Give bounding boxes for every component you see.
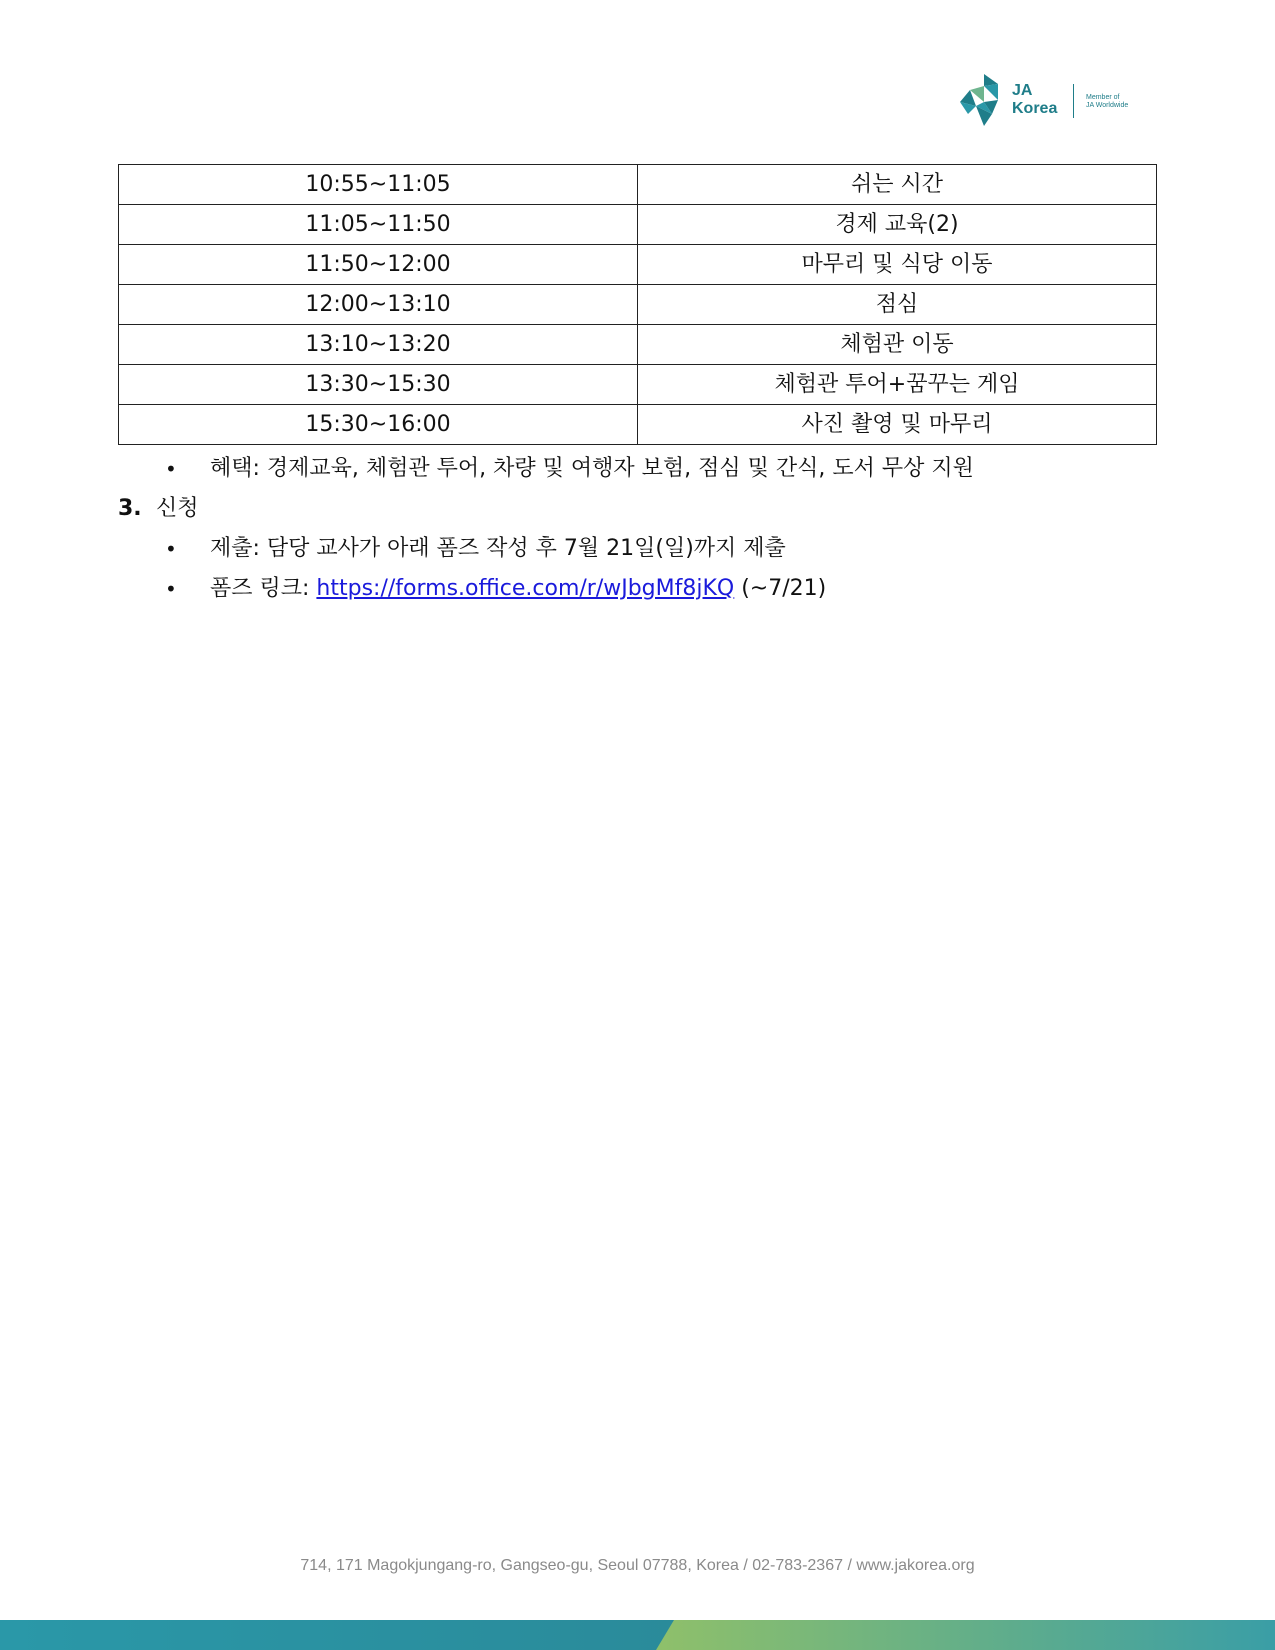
form-link-item: [118, 569, 1168, 609]
table-row: [119, 165, 1157, 205]
table-row: [119, 365, 1157, 405]
time-cell: 10:55~11:05: [119, 165, 638, 205]
form-link-line: [210, 569, 826, 609]
logo-divider: [1073, 84, 1074, 118]
time-cell: 15:30~16:00: [119, 405, 638, 445]
ja-korea-logo: [958, 72, 1158, 128]
time-cell: 11:50~12:00: [119, 245, 638, 285]
schedule-table: [118, 164, 1157, 445]
table-row: [119, 205, 1157, 245]
logo-wordmark: [1012, 82, 1057, 118]
activity-cell: 체험관 투어+꿈꾸는 게임: [638, 365, 1157, 405]
time-cell: 11:05~11:50: [119, 205, 638, 245]
ja-logo-mark-icon: [958, 72, 1008, 128]
form-deadline: (~7/21): [734, 576, 827, 601]
submit-text: 제출: 담당 교사가 아래 폼즈 작성 후 7월 21일(일)까지 제출: [210, 536, 786, 561]
section-number: 3.: [118, 496, 142, 521]
table-row: [119, 405, 1157, 445]
footer-decorative-bar: [0, 1620, 1275, 1650]
benefits-text: 혜택: 경제교육, 체험관 투어, 차량 및 여행자 보험, 점심 및 간식, 도서 무상 지원: [210, 456, 974, 481]
activity-cell: 쉬는 시간: [638, 165, 1157, 205]
logo-member-text: [1086, 94, 1128, 110]
activity-cell: 점심: [638, 285, 1157, 325]
logo-line-2: Korea: [1012, 100, 1058, 117]
member-line-1: Member of: [1086, 94, 1120, 101]
time-cell: 13:30~15:30: [119, 365, 638, 405]
activity-cell: 체험관 이동: [638, 325, 1157, 365]
activity-cell: 마무리 및 식당 이동: [638, 245, 1157, 285]
benefits-item: [118, 449, 1168, 489]
section-title: 신청: [156, 496, 199, 521]
content-body: [118, 449, 1168, 609]
bullet-icon: •: [165, 537, 177, 561]
table-row: [119, 325, 1157, 365]
activity-cell: 사진 촬영 및 마무리: [638, 405, 1157, 445]
section-3-heading: [118, 489, 1168, 529]
form-link[interactable]: https://forms.office.com/r/wJbgMf8jKQ: [316, 576, 735, 601]
form-link-label: 폼즈 링크:: [210, 576, 317, 601]
logo-line-1: JA: [1012, 82, 1033, 99]
submit-item: [118, 529, 1168, 569]
bullet-icon: •: [165, 577, 177, 601]
table-row: [119, 245, 1157, 285]
table-row: [119, 285, 1157, 325]
time-cell: 12:00~13:10: [119, 285, 638, 325]
bullet-icon: •: [165, 457, 177, 481]
time-cell: 13:10~13:20: [119, 325, 638, 365]
member-line-2: JA Worldwide: [1086, 102, 1129, 109]
activity-cell: 경제 교육(2): [638, 205, 1157, 245]
footer-address: 714, 171 Magokjungang-ro, Gangseo-gu, Seoul 07788, Korea / 02-783-2367 / www.jakorea.org: [300, 1557, 975, 1574]
